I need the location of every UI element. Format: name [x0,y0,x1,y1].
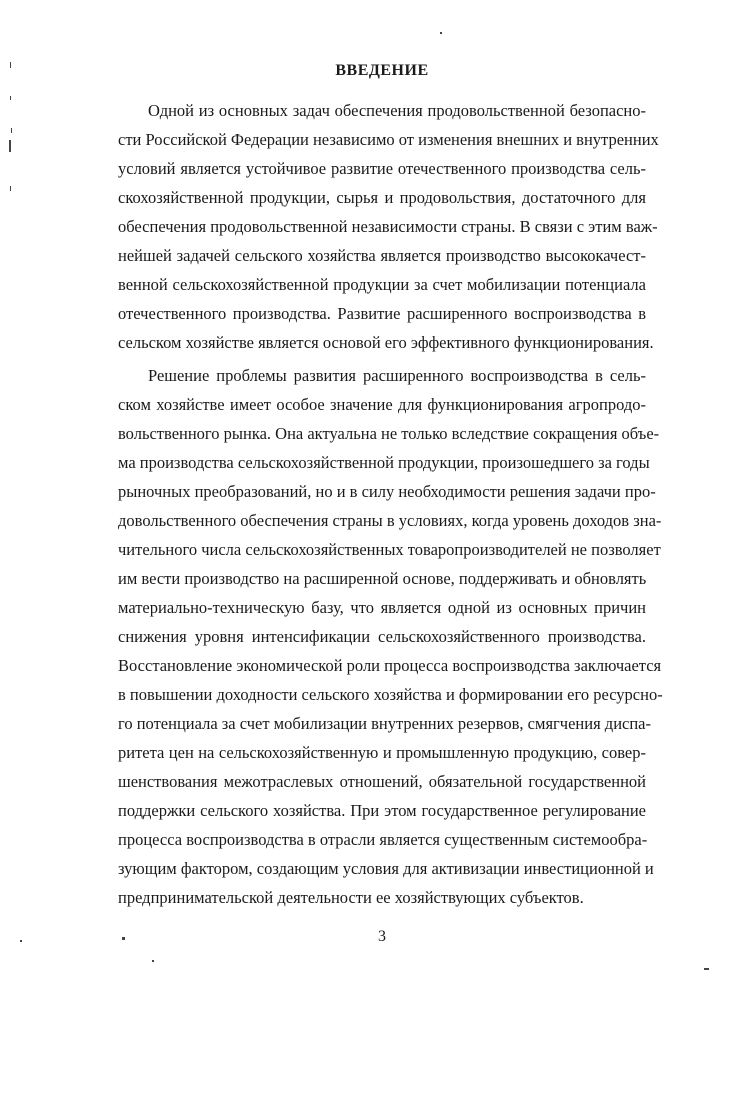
page-title: ВВЕДЕНИЕ [335,62,429,79]
paragraph-2-line: материально-техническую базу, что является одной из основных причин [118,598,646,617]
paragraph-2-line: шенствования межотраслевых отношений, обязательной государственной [118,772,646,791]
paragraph-2-line: рыночных преобразований, но и в силу необходимости решения задачи про- [118,482,656,501]
paragraph-2-line: предпринимательской деятельности ее хозяйствующих субъектов. [118,888,584,907]
scan-speck [10,62,11,68]
paragraph-1-line: условий является устойчивое развитие отечественного производства сель- [118,159,646,178]
paragraph-2-line: поддержки сельского хозяйства. При этом государственное регулирование [118,801,646,820]
paragraph-1-line: нейшей задачей сельского хозяйства является производство высококачест- [118,246,646,265]
paragraph-2-line: ма производства сельскохозяйственной продукции, произошедшего за годы [118,453,650,472]
paragraph-2-line: вольственного рынка. Она актуальна не только вследствие сокращения объе- [118,424,660,443]
paragraph-2-line: Решение проблемы развития расширенного воспроизводства в сель- [148,366,646,385]
paragraph-2-line: зующим фактором, создающим условия для активизации инвестиционной и [118,859,654,878]
paragraph-2-line: в повышении доходности сельского хозяйства и формировании его ресурсно- [118,685,663,704]
scan-speck [440,32,442,34]
paragraph-2-line: ритета цен на сельскохозяйственную и промышленную продукцию, совер- [118,743,646,762]
scan-speck [152,960,154,962]
paragraph-1-line: сельском хозяйстве является основой его эффективного функционирования. [118,333,654,352]
paragraph-1-line: обеспечения продовольственной независимости страны. В связи с этим важ- [118,217,658,236]
paragraph-2-line: чительного числа сельскохозяйственных товаропроизводителей не позволяет [118,540,661,559]
scan-speck [704,968,709,970]
paragraph-1-line: венной сельскохозяйственной продукции за счет мобилизации потенциала [118,275,646,294]
paragraph-2-line: ском хозяйстве имеет особое значение для функционирования агропродо- [118,395,646,414]
scan-speck [10,96,11,100]
paragraph-1-line: сти Российской Федерации независимо от изменения внешних и внутренних [118,130,659,149]
paragraph-2-line: Восстановление экономической роли процесса воспроизводства заключается [118,656,662,675]
paragraph-2-line: го потенциала за счет мобилизации внутренних резервов, смягчения диспа- [118,714,651,733]
paragraph-1-line: отечественного производства. Развитие расширенного воспроизводства в [118,304,646,323]
scan-speck [9,140,11,152]
paragraph-2-line: снижения уровня интенсификации сельскохозяйственного производства. [118,627,646,646]
paragraph-2-line: им вести производство на расширенной основе, поддерживать и обновлять [118,569,647,588]
scan-speck [20,940,22,942]
paragraph-2-line: довольственного обеспечения страны в условиях, когда уровень доходов зна- [118,511,662,530]
paragraph-1-line: Одной из основных задач обеспечения продовольственной безопасно- [148,101,646,120]
paragraph-2-line: процесса воспроизводства в отрасли является существенным системообра- [118,830,648,849]
paragraph-1-line: скохозяйственной продукции, сырья и продовольствия, достаточного для [118,188,646,207]
scan-speck [10,186,11,191]
page-number: 3 [378,928,386,945]
scan-speck [122,937,125,940]
scan-speck [11,128,12,133]
